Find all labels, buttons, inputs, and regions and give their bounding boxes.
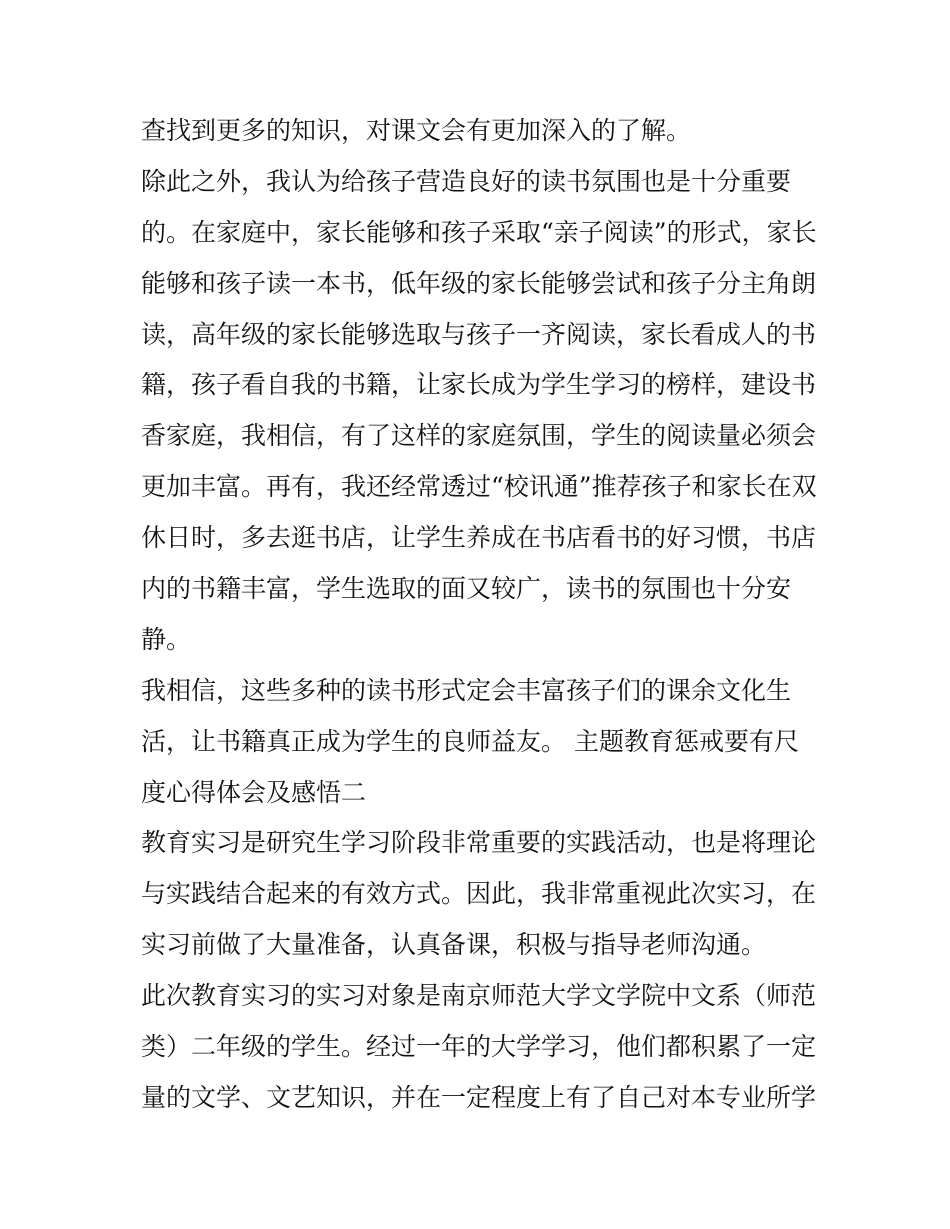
text-line: 读，高年级的家长能够选取与孩子一齐阅读，家长看成人的书 <box>141 319 817 349</box>
text-line: 籍，孩子看自我的书籍，让家长成为学生学习的榜样，建设书 <box>141 370 817 400</box>
text-line: 除此之外，我认为给孩子营造良好的读书氛围也是十分重要 <box>141 166 792 196</box>
text-line: 类）二年级的学生。经过一年的大学学习，他们都积累了一定 <box>141 1032 817 1062</box>
text-line: 量的文学、文艺知识，并在一定程度上有了自己对本专业所学 <box>141 1082 817 1112</box>
body-text <box>141 106 817 1124</box>
text-line: 实习前做了大量准备，认真备课，积极与指导老师沟通。 <box>141 930 767 960</box>
text-line: 与实践结合起来的有效方式。因此，我非常重视此次实习，在 <box>141 879 817 909</box>
text-line: 的。在家庭中，家长能够和孩子采取“亲子阅读”的形式，家长 <box>141 217 817 247</box>
text-line: 更加丰富。再有，我还经常透过“校讯通”推荐孩子和家长在双 <box>141 472 817 502</box>
text-line: 此次教育实习的实习对象是南京师范大学文学院中文系（师范 <box>141 981 817 1011</box>
text-line: 查找到更多的知识，对课文会有更加深入的了解。 <box>141 116 692 145</box>
text-line: 内的书籍丰富，学生选取的面又较广，读书的氛围也十分安 <box>141 574 792 604</box>
text-line: 我相信，这些多种的读书形式定会丰富孩子们的课余文化生 <box>141 675 792 705</box>
text-line: 香家庭，我相信，有了这样的家庭氛围，学生的阅读量必须会 <box>141 421 817 451</box>
text-line: 教育实习是研究生学习阶段非常重要的实践活动，也是将理论 <box>141 828 817 858</box>
text-line: 能够和孩子读一本书，低年级的家长能够尝试和孩子分主角朗 <box>141 268 817 298</box>
text-line: 休日时，多去逛书店，让学生养成在书店看书的好习惯，书店 <box>141 523 817 553</box>
text-line: 静。 <box>141 624 192 654</box>
text-line: 度心得体会及感悟二 <box>141 777 367 807</box>
text-line: 活，让书籍真正成为学生的良师益友。 主题教育惩戒要有尺 <box>141 726 799 756</box>
